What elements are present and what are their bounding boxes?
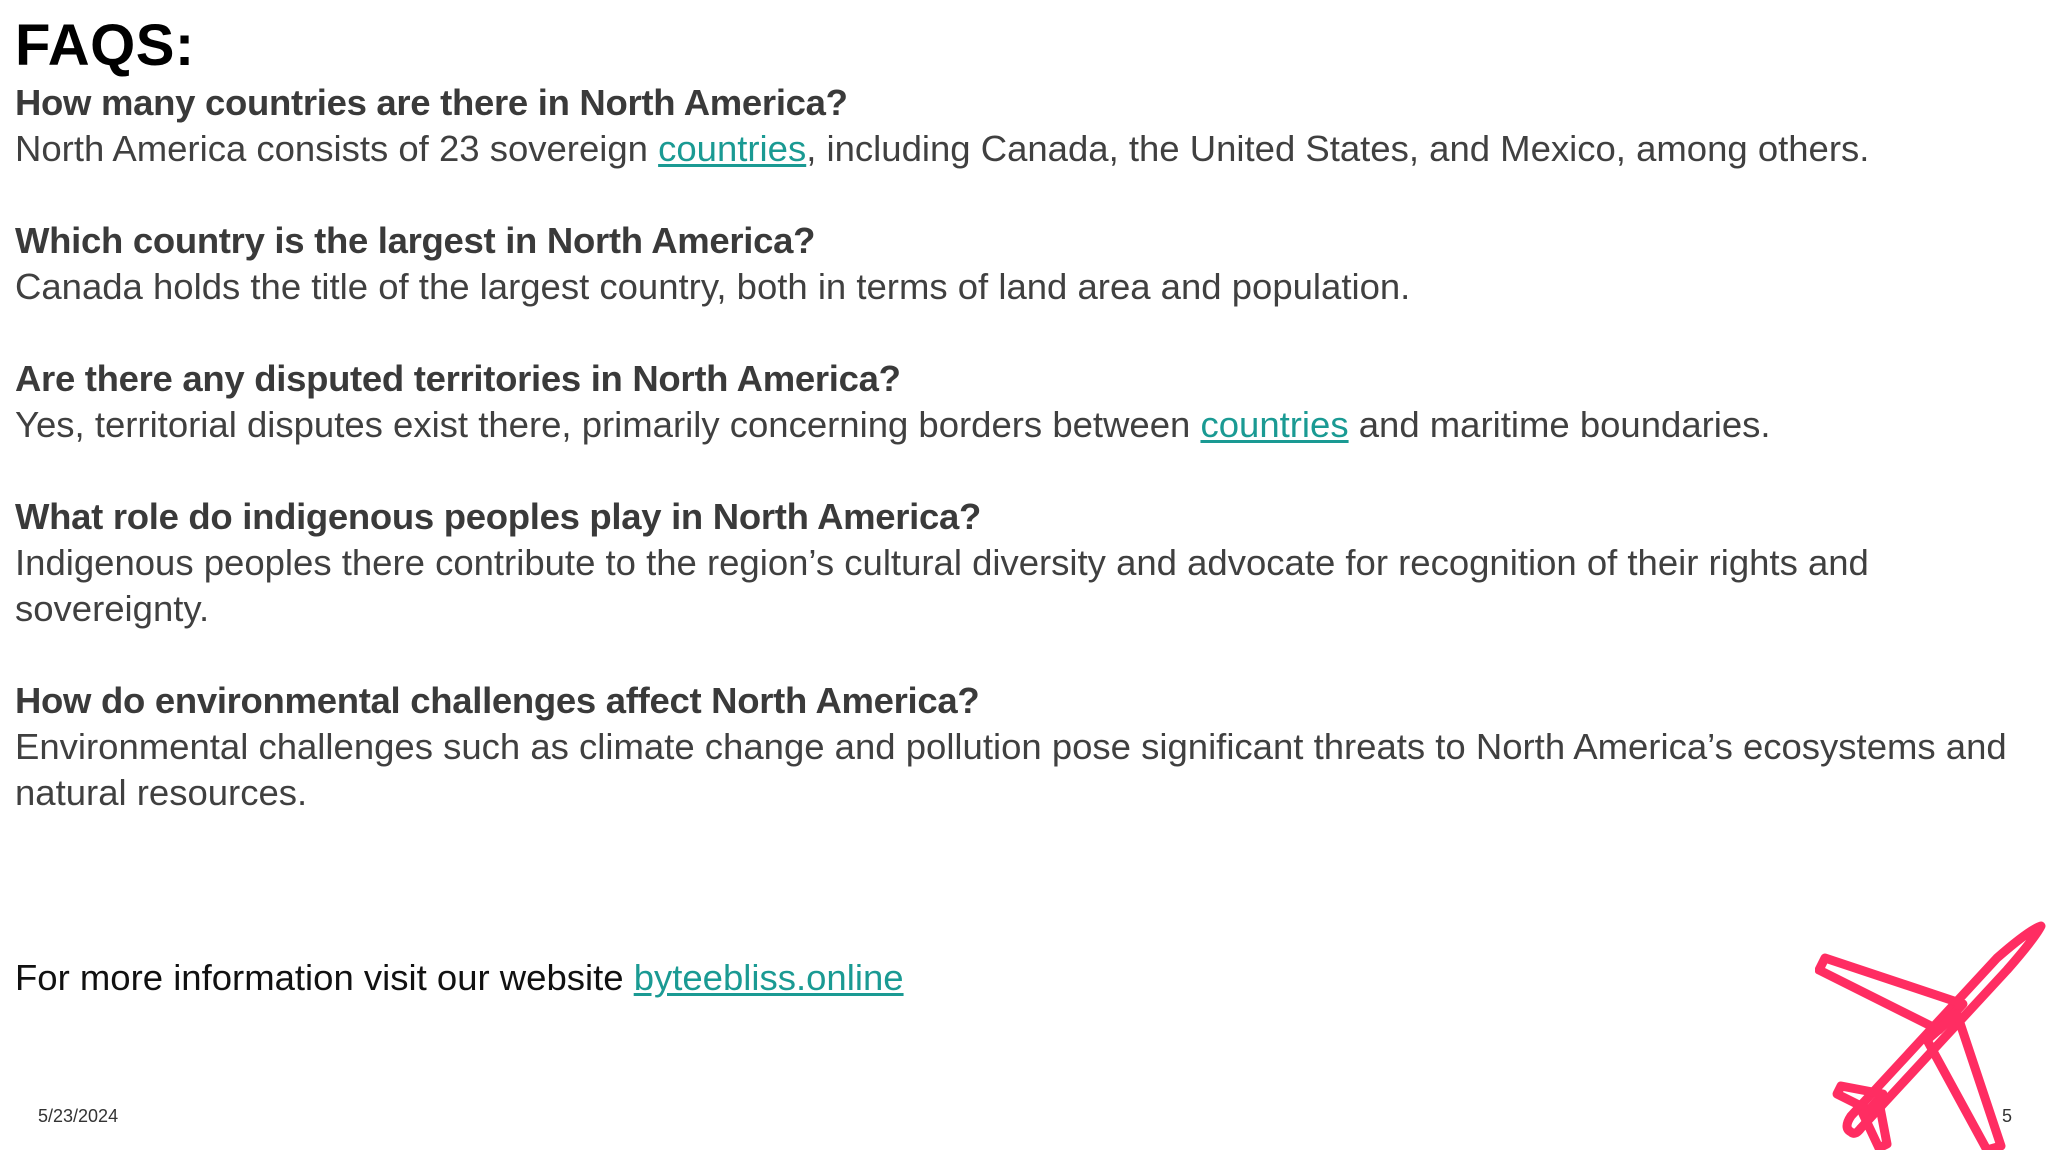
countries-link[interactable]: countries (658, 128, 807, 169)
airplane-icon (1815, 918, 2047, 1150)
faq-item (15, 80, 2025, 172)
faq-question: Which country is the largest in North America? (15, 220, 816, 261)
faq-question: Are there any disputed territories in North America? (15, 358, 901, 399)
answer-text: Canada holds the title of the largest country, both in terms of land area and population. (15, 266, 1411, 307)
faq-item (15, 356, 2025, 448)
answer-text: and maritime boundaries. (1348, 404, 1771, 445)
answer-text: , including Canada, the United States, and Mexico, among others. (806, 128, 1870, 169)
faq-answer (15, 724, 2025, 816)
faq-item (15, 494, 2025, 632)
page-number: 5 (2002, 1106, 2013, 1126)
faq-answer (15, 540, 2025, 632)
countries-link[interactable]: countries (1200, 404, 1349, 445)
faq-question: What role do indigenous peoples play in North America? (15, 496, 982, 537)
faq-item (15, 218, 2025, 310)
faq-answer (15, 402, 2025, 448)
answer-text: North America consists of 23 sovereign (15, 128, 659, 169)
answer-text: Environmental challenges such as climate change and pollution pose significant threats to North America’s ecosystems and natural resources. (15, 726, 2007, 813)
more-info-text: For more information visit our website (15, 957, 634, 998)
faq-question: How many countries are there in North America? (15, 82, 848, 123)
answer-text: Yes, territorial disputes exist there, primarily concerning borders between (15, 404, 1201, 445)
footer-date: 5/23/2024 (38, 1106, 119, 1126)
more-info (15, 955, 904, 1001)
faq-question: How do environmental challenges affect North America? (15, 680, 980, 721)
page-title: FAQS: (15, 13, 195, 78)
faq-answer (15, 264, 2025, 310)
faq-list (15, 80, 2025, 862)
faq-answer (15, 126, 2025, 172)
faq-item (15, 678, 2025, 816)
website-link[interactable]: byteebliss.online (633, 957, 904, 998)
answer-text: Indigenous peoples there contribute to the region’s cultural diversity and advocate for recognition of their rights and sovereignty. (15, 542, 1869, 629)
